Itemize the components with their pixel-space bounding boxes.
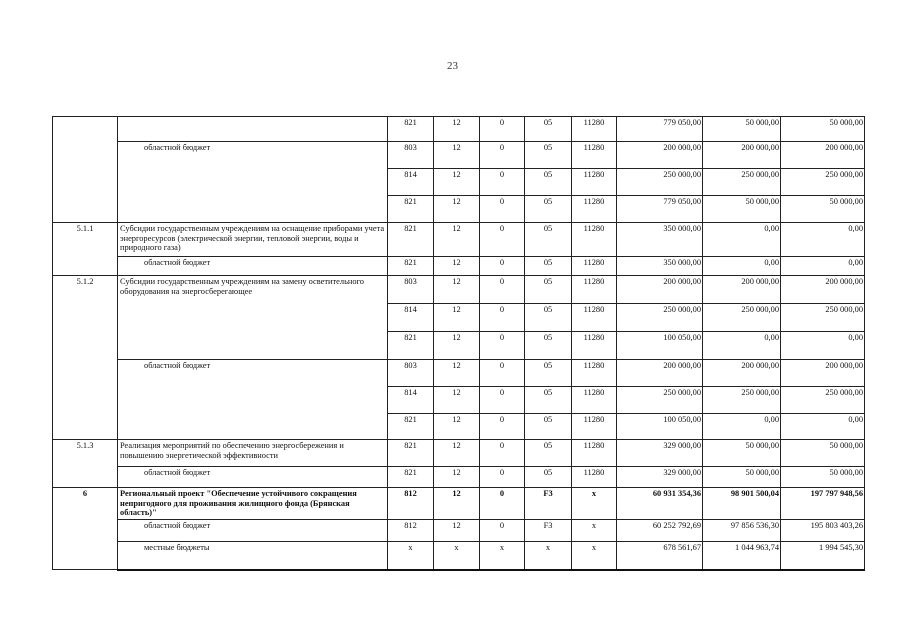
code-cell-c4: 05 <box>525 223 572 257</box>
code-cell-c1: 814 <box>388 169 434 196</box>
amount-cell-a1: 329 000,00 <box>617 440 703 467</box>
code-cell-c4: 05 <box>525 276 572 304</box>
budget-source-cell: областной бюджет <box>118 257 388 276</box>
amount-cell-a2: 0,00 <box>703 332 781 360</box>
item-number-cell: 5.1.3 <box>53 440 118 488</box>
budget-source-cell: областной бюджет <box>118 467 388 488</box>
code-cell-c5: х <box>572 542 617 570</box>
amount-cell-a3: 250 000,00 <box>781 169 865 196</box>
table-row <box>53 488 865 520</box>
code-cell-c3: 0 <box>480 414 525 440</box>
amount-cell-a3: 50 000,00 <box>781 117 865 142</box>
code-cell-c1: 803 <box>388 142 434 169</box>
code-cell-c5: х <box>572 488 617 520</box>
code-cell-c3: 0 <box>480 223 525 257</box>
amount-cell-a3: 0,00 <box>781 223 865 257</box>
code-cell-c3: х <box>480 542 525 570</box>
code-cell-c4: 05 <box>525 117 572 142</box>
amount-cell-a3: 200 000,00 <box>781 360 865 387</box>
code-cell-c2: 12 <box>434 440 480 467</box>
amount-cell-a3: 0,00 <box>781 257 865 276</box>
amount-cell-a1: 250 000,00 <box>617 169 703 196</box>
amount-cell-a3: 200 000,00 <box>781 142 865 169</box>
budget-source-cell: областной бюджет <box>118 360 388 440</box>
code-cell-c2: 12 <box>434 223 480 257</box>
amount-cell-a2: 0,00 <box>703 257 781 276</box>
code-cell-c2: 12 <box>434 169 480 196</box>
code-cell-c5: 11280 <box>572 223 617 257</box>
table-row <box>53 440 865 467</box>
code-cell-c1: 812 <box>388 520 434 542</box>
amount-cell-a2: 97 856 536,30 <box>703 520 781 542</box>
code-cell-c4: 05 <box>525 196 572 223</box>
amount-cell-a1: 350 000,00 <box>617 257 703 276</box>
table-row <box>53 276 865 304</box>
item-number-cell: 6 <box>53 488 118 570</box>
amount-cell-a2: 50 000,00 <box>703 467 781 488</box>
amount-cell-a2: 50 000,00 <box>703 196 781 223</box>
code-cell-c5: 11280 <box>572 257 617 276</box>
code-cell-c4: 05 <box>525 142 572 169</box>
code-cell-c5: 11280 <box>572 276 617 304</box>
amount-cell-a3: 1 994 545,30 <box>781 542 865 570</box>
code-cell-c1: 821 <box>388 440 434 467</box>
item-name-cell: Реализация мероприятий по обеспечению энергосбережения и повышению энергетической эффективности <box>118 440 388 467</box>
code-cell-c5: 11280 <box>572 414 617 440</box>
amount-cell-a2: 250 000,00 <box>703 304 781 332</box>
code-cell-c5: х <box>572 520 617 542</box>
code-cell-c4: 05 <box>525 360 572 387</box>
amount-cell-a3: 197 797 948,56 <box>781 488 865 520</box>
amount-cell-a1: 250 000,00 <box>617 387 703 414</box>
amount-cell-a1: 60 252 792,69 <box>617 520 703 542</box>
amount-cell-a1: 60 931 354,36 <box>617 488 703 520</box>
amount-cell-a1: 250 000,00 <box>617 304 703 332</box>
amount-cell-a3: 50 000,00 <box>781 440 865 467</box>
amount-cell-a2: 1 044 963,74 <box>703 542 781 570</box>
budget-source-cell: областной бюджет <box>118 142 388 223</box>
table-row <box>53 520 865 542</box>
amount-cell-a2: 250 000,00 <box>703 169 781 196</box>
code-cell-c5: 11280 <box>572 304 617 332</box>
amount-cell-a2: 98 901 500,04 <box>703 488 781 520</box>
code-cell-c3: 0 <box>480 257 525 276</box>
table-row <box>53 117 865 142</box>
code-cell-c1: 821 <box>388 332 434 360</box>
amount-cell-a3: 0,00 <box>781 332 865 360</box>
code-cell-c5: 11280 <box>572 332 617 360</box>
item-name-cell <box>118 117 388 142</box>
code-cell-c4: 05 <box>525 169 572 196</box>
item-name-cell: Региональный проект "Обеспечение устойчивого сокращения непригодного для проживания жилищного фонда (Брянская область)" <box>118 488 388 520</box>
code-cell-c5: 11280 <box>572 440 617 467</box>
amount-cell-a2: 200 000,00 <box>703 360 781 387</box>
amount-cell-a1: 329 000,00 <box>617 467 703 488</box>
code-cell-c3: 0 <box>480 142 525 169</box>
budget-source-cell: местные бюджеты <box>118 542 388 570</box>
amount-cell-a1: 100 050,00 <box>617 332 703 360</box>
code-cell-c5: 11280 <box>572 360 617 387</box>
amount-cell-a1: 779 050,00 <box>617 117 703 142</box>
table-row <box>53 223 865 257</box>
code-cell-c2: 12 <box>434 414 480 440</box>
code-cell-c2: 12 <box>434 142 480 169</box>
code-cell-c1: 814 <box>388 304 434 332</box>
item-number-cell: 5.1.1 <box>53 223 118 276</box>
code-cell-c3: 0 <box>480 304 525 332</box>
item-name-cell: Субсидии государственным учреждениям на оснащение приборами учета энергоресурсов (электрической энергии, тепловой энергии, воды и природного газа) <box>118 223 388 257</box>
code-cell-c4: 05 <box>525 332 572 360</box>
table-row <box>53 542 865 570</box>
amount-cell-a1: 779 050,00 <box>617 196 703 223</box>
code-cell-c1: 821 <box>388 117 434 142</box>
code-cell-c2: 12 <box>434 467 480 488</box>
amount-cell-a3: 0,00 <box>781 414 865 440</box>
code-cell-c4: х <box>525 542 572 570</box>
amount-cell-a2: 200 000,00 <box>703 142 781 169</box>
code-cell-c4: 05 <box>525 257 572 276</box>
amount-cell-a1: 350 000,00 <box>617 223 703 257</box>
amount-cell-a1: 200 000,00 <box>617 276 703 304</box>
code-cell-c4: 05 <box>525 467 572 488</box>
amount-cell-a3: 50 000,00 <box>781 467 865 488</box>
amount-cell-a2: 200 000,00 <box>703 276 781 304</box>
code-cell-c2: 12 <box>434 117 480 142</box>
code-cell-c5: 11280 <box>572 196 617 223</box>
table-row <box>53 142 865 169</box>
code-cell-c5: 11280 <box>572 142 617 169</box>
code-cell-c1: х <box>388 542 434 570</box>
table-row <box>53 257 865 276</box>
amount-cell-a2: 250 000,00 <box>703 387 781 414</box>
code-cell-c2: 12 <box>434 360 480 387</box>
code-cell-c4: 05 <box>525 387 572 414</box>
code-cell-c4: 05 <box>525 440 572 467</box>
code-cell-c1: 803 <box>388 360 434 387</box>
code-cell-c2: 12 <box>434 257 480 276</box>
code-cell-c1: 821 <box>388 257 434 276</box>
amount-cell-a2: 0,00 <box>703 414 781 440</box>
page-number: 23 <box>447 60 458 72</box>
amount-cell-a1: 200 000,00 <box>617 360 703 387</box>
amount-cell-a3: 250 000,00 <box>781 304 865 332</box>
code-cell-c2: 12 <box>434 196 480 223</box>
budget-source-cell: областной бюджет <box>118 520 388 542</box>
code-cell-c5: 11280 <box>572 117 617 142</box>
code-cell-c2: 12 <box>434 276 480 304</box>
code-cell-c2: 12 <box>434 520 480 542</box>
code-cell-c1: 814 <box>388 387 434 414</box>
item-number-cell: 5.1.2 <box>53 276 118 440</box>
amount-cell-a3: 50 000,00 <box>781 196 865 223</box>
amount-cell-a1: 678 561,67 <box>617 542 703 570</box>
code-cell-c4: F3 <box>525 520 572 542</box>
code-cell-c3: 0 <box>480 169 525 196</box>
code-cell-c1: 803 <box>388 276 434 304</box>
code-cell-c4: 05 <box>525 414 572 440</box>
code-cell-c1: 821 <box>388 196 434 223</box>
code-cell-c3: 0 <box>480 467 525 488</box>
code-cell-c5: 11280 <box>572 467 617 488</box>
table-row <box>53 467 865 488</box>
code-cell-c3: 0 <box>480 520 525 542</box>
amount-cell-a3: 200 000,00 <box>781 276 865 304</box>
item-name-cell: Субсидии государственным учреждениям на замену осветительного оборудования на энергосберегающее <box>118 276 388 360</box>
code-cell-c4: F3 <box>525 488 572 520</box>
amount-cell-a3: 195 803 403,26 <box>781 520 865 542</box>
code-cell-c1: 812 <box>388 488 434 520</box>
code-cell-c3: 0 <box>480 488 525 520</box>
amount-cell-a3: 250 000,00 <box>781 387 865 414</box>
code-cell-c3: 0 <box>480 440 525 467</box>
code-cell-c3: 0 <box>480 196 525 223</box>
code-cell-c3: 0 <box>480 117 525 142</box>
item-number-cell <box>53 117 118 223</box>
amount-cell-a1: 100 050,00 <box>617 414 703 440</box>
code-cell-c2: х <box>434 542 480 570</box>
code-cell-c5: 11280 <box>572 387 617 414</box>
amount-cell-a2: 0,00 <box>703 223 781 257</box>
code-cell-c4: 05 <box>525 304 572 332</box>
amount-cell-a2: 50 000,00 <box>703 117 781 142</box>
code-cell-c3: 0 <box>480 332 525 360</box>
code-cell-c1: 821 <box>388 223 434 257</box>
code-cell-c3: 0 <box>480 387 525 414</box>
code-cell-c2: 12 <box>434 387 480 414</box>
amount-cell-a2: 50 000,00 <box>703 440 781 467</box>
code-cell-c2: 12 <box>434 488 480 520</box>
amount-cell-a1: 200 000,00 <box>617 142 703 169</box>
code-cell-c3: 0 <box>480 360 525 387</box>
code-cell-c1: 821 <box>388 414 434 440</box>
code-cell-c2: 12 <box>434 332 480 360</box>
code-cell-c1: 821 <box>388 467 434 488</box>
code-cell-c2: 12 <box>434 304 480 332</box>
table-row <box>53 360 865 387</box>
code-cell-c3: 0 <box>480 276 525 304</box>
code-cell-c5: 11280 <box>572 169 617 196</box>
budget-table <box>52 116 865 571</box>
